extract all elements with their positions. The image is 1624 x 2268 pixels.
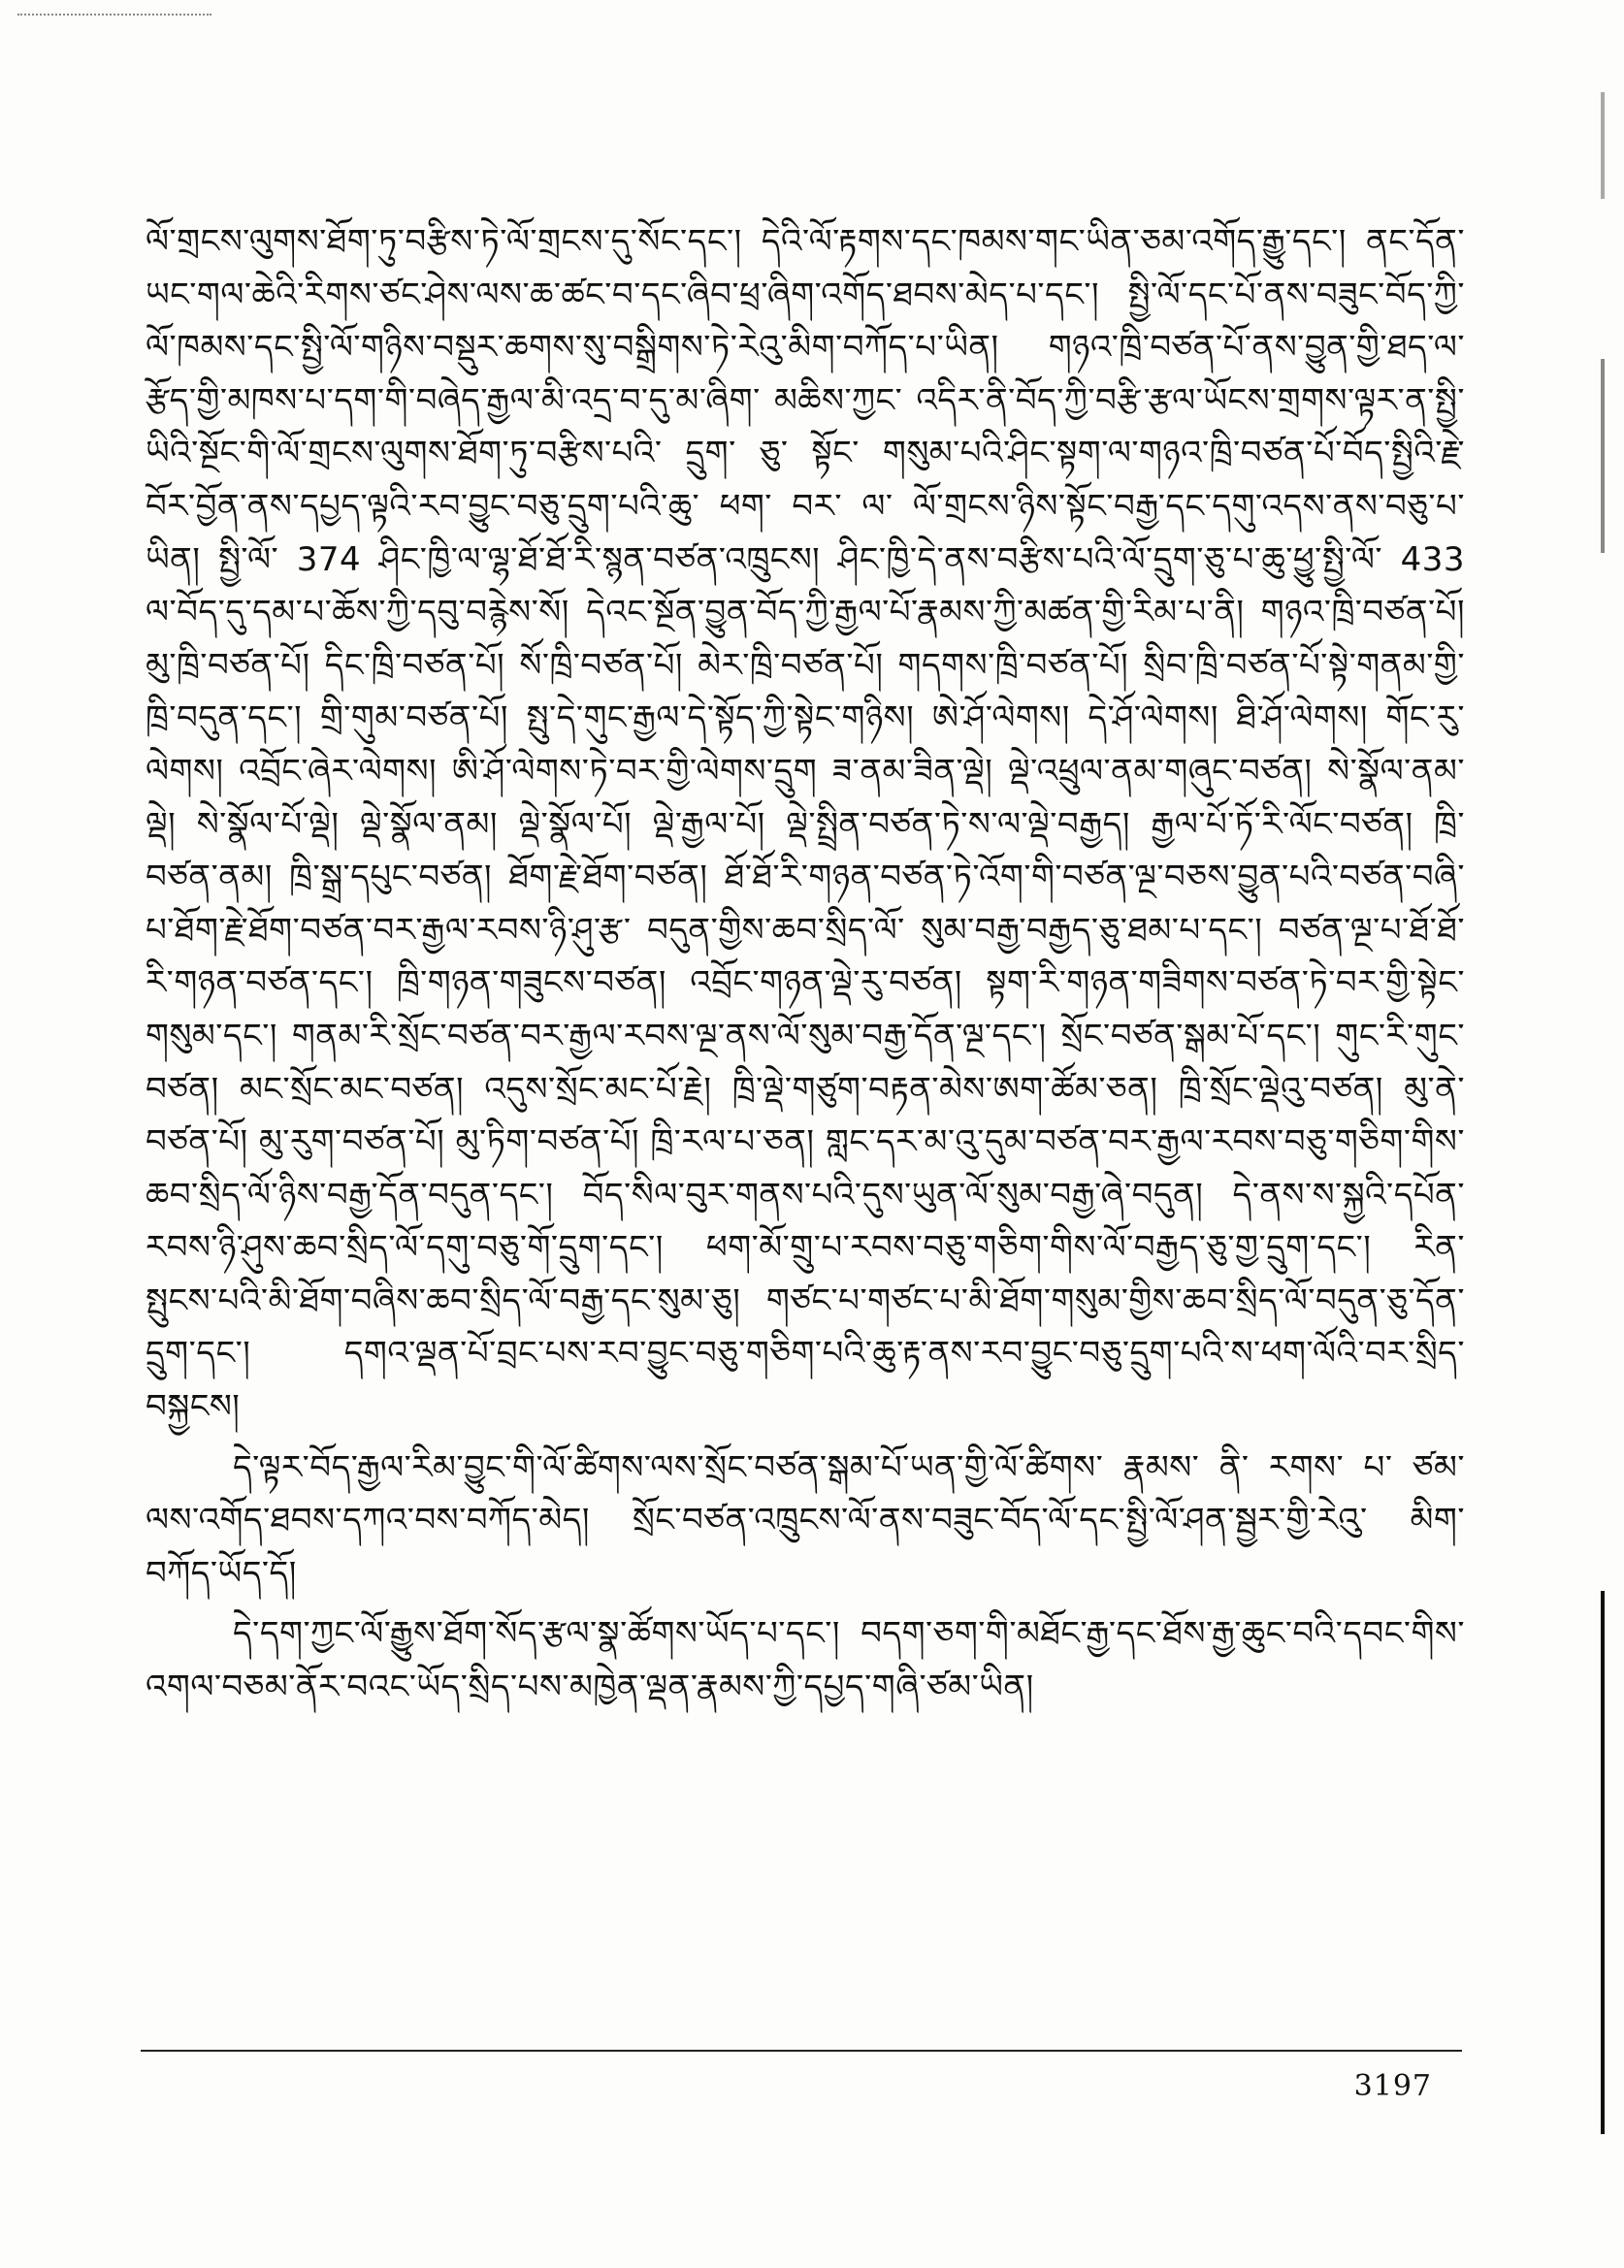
margin-mark	[1601, 92, 1605, 199]
paragraph-1: ལོ་གྲངས་ལུགས་ཐོག་ཏུ་བརྩིས་ཏེ་ལོ་གྲངས་དུ་སོང་དང་། དེའི་ལོ་རྟགས་དང་ཁམས་གང་ཡིན་ཅམ་འགོད་རྒྱུ་དང་། ནང་དོན་ཡང་གལ་ཆེའི་རིགས་ཙང་ཤེས་ལས་ཆ་ཚང་བ་དང་ཞིབ་ཕྲ་ཞིག་འགོད་ཐབས་མེད་པ་དང་། སྤྱི་ལོ་དང་པོ་ནས་བཟུང་བོད་ཀྱི་ལོ་ཁམས་དང་སྤྱི་ལོ་གཉིས་བསྡུར་ཆགས་སུ་བསྒྲིགས་ཏེ་རེའུ་མིག་བཀོད་པ་ཡིན། གཉའ་ཁྲི་བཙན་པོ་ནས་བྱུན་གྱི་ཐད་ལ་རྩོད་གྱི་མཁས་པ་དག་གི་བཞེད་རྒྱལ་མི་འདྲ་བ་དུ་མ་ཞིག་ མཆིས་ཀྱང་ འདིར་ནི་བོད་ཀྱི་བརྩི་རྩལ་ཡོངས་གྲགས་ལྟར་ན་སྤྱི་ཡིའི་སྔོང་གི་ལོ་གྲངས་ལུགས་ཐོག་ཏུ་བརྩིས་པའི་ དྲུག་ ཅུ་ སྟོང་ གསུམ་པའི་ཤིང་སྟག་ལ་གཉའ་ཁྲི་བཙན་པོ་བོད་སྤྱིའི་རྗེ་བོར་བྱོན་ནས་དཔྱད་ལྟའི་རབ་བྱུང་བཅུ་དྲུག་པའི་ཆུ་ ཕག་ བར་ ལ་ ལོ་གྲངས་ཉིས་སྟོང་བརྒྱ་དང་དགུ་འདས་ནས་བཅུ་པ་ཡིན། སྤྱི་ལོ་ 374 ཤིང་ཁྱི་ལ་ལྷ་ཐོ་ཐོ་རི་སྙན་བཙན་འཁྲུངས། ཤིང་ཁྱི་དེ་ནས་བརྩིས་པའི་ལོ་དྲུག་ཅུ་པ་ཆུ་ཕྱུ་སྤྱི་ལོ་ 433 ལ་བོད་དུ་དམ་པ་ཆོས་ཀྱི་དབུ་བརྙེས་སོ། དེའང་སྔོན་བྱུན་བོད་ཀྱི་རྒྱལ་པོ་རྣམས་ཀྱི་མཚན་གྱི་རིམ་པ་ནི། གཉའ་ཁྲི་བཙན་པོ། མུ་ཁྲི་བཙན་པོ། དིང་ཁྲི་བཙན་པོ། སོ་ཁྲི་བཙན་པོ། མེར་ཁྲི་བཙན་པོ། གདགས་ཁྲི་བཙན་པོ། སྲིབ་ཁྲི་བཙན་པོ་སྟེ་གནམ་གྱི་ཁྲི་བདུན་དང་། གྲི་གུམ་བཙན་པོ། སྤུ་དེ་གུང་རྒྱལ་དེ་སྟོད་ཀྱི་སྟེང་གཉིས། ཨེ་ཤོ་ལེགས། དེ་ཤོ་ལེགས། ཐི་ཤོ་ལེགས། གོང་རུ་ལེགས། འབྲོང་ཞེར་ལེགས། ཨི་ཤོ་ལེགས་ཏེ་བར་གྱི་ལེགས་དྲུག ཟ་ནམ་ཟིན་ལྡེ། ལྡེ་འཕྲུལ་ནམ་གཞུང་བཙན། སེ་སྣོལ་ནམ་ལྡེ། སེ་སྣོལ་པོ་ལྡེ། ལྡེ་སྣོལ་ནམ། ལྡེ་སྣོལ་པོ། ལྡེ་རྒྱལ་པོ། ལྡེ་སྤྲིན་བཙན་ཏེ་ས་ལ་ལྡེ་བརྒྱད། རྒྱལ་པོ་ཏོ་རི་ལོང་བཙན། ཁྲི་བཙན་ནམ། ཁྲི་སྒྲ་དཔུང་བཙན། ཐོག་རྗེ་ཐོག་བཙན། ཐོ་ཐོ་རི་གཉན་བཙན་ཏེ་འོག་གི་བཙན་ལྔ་བཅས་བྱུན་པའི་བཙན་བཞི་པ་ཐོག་རྗེ་ཐོག་བཙན་བར་རྒྱལ་རབས་ཉི་ཤུ་རྩ་ བདུན་གྱིས་ཆབ་སྲིད་ལོ་ སུམ་བརྒྱ་བརྒྱད་ཅུ་ཐམ་པ་དང་། བཙན་ལྔ་པ་ཐོ་ཐོ་རི་གཉན་བཙན་དང་། ཁྲི་གཉན་གཟུངས་བཙན། འབྲོང་གཉན་ལྡེ་རུ་བཙན། སྟག་རི་གཉན་གཟིགས་བཙན་ཏེ་བར་གྱི་སྟེང་གསུམ་དང་། གནམ་རི་སྲོང་བཙན་བར་རྒྱལ་རབས་ལྔ་ནས་ལོ་སུམ་བརྒྱ་དོན་ལྔ་དང་། སྲོང་བཙན་སྒམ་པོ་དང་། གུང་རི་གུང་བཙན། མང་སྲོང་མང་བཙན། འདུས་སྲོང་མང་པོ་རྗེ། ཁྲི་ལྡེ་གཙུག་བརྟན་མེས་ཨག་ཚོམ་ཅན། ཁྲི་སྲོང་ལྡེའུ་བཙན། མུ་ནེ་བཙན་པོ། མུ་རུག་བཙན་པོ། མུ་ཏིག་བཙན་པོ། ཁྲི་རལ་པ་ཅན། གླང་དར་མ་འུ་དུམ་བཙན་བར་རྒྱལ་རབས་བཅུ་གཅིག་གིས་ཆབ་སྲིད་ལོ་ཉིས་བརྒྱ་དོན་བདུན་དང་། བོད་སིལ་བུར་གནས་པའི་དུས་ཡུན་ལོ་སུམ་བརྒྱ་ཞེ་བདུན། དེ་ནས་ས་སྐྱའི་དཔོན་རབས་ཉི་ཤུས་ཆབ་སྲིད་ལོ་དགུ་བཅུ་གོ་དྲུག་དང་། ཕག་མོ་གྲུ་པ་རབས་བཅུ་གཅིག་གིས་ལོ་བརྒྱད་ཅུ་གྱ་དྲུག་དང་། རིན་སྤུངས་པའི་མི་ཐོག་བཞིས་ཆབ་སྲིད་ལོ་བརྒྱ་དང་སུམ་ཅུ། གཙང་པ་གཙང་པ་མི་ཐོག་གསུམ་གྱིས་ཆབ་སྲིད་ལོ་བདུན་ཅུ་དོན་དྲུག་དང་། དགའ་ལྡན་པོ་བྲང་པས་རབ་བྱུང་བཅུ་གཅིག་པའི་ཆུ་རྟ་ནས་རབ་བྱུང་བཅུ་དྲུག་པའི་ས་ཕག་ལོའི་བར་སྲིད་བསྐྱངས།	[146, 222, 1465, 1427]
margin-mark	[1601, 1591, 1605, 2134]
body-text	[146, 215, 1465, 1714]
scan-artifact	[17, 14, 211, 19]
margin-mark	[1601, 359, 1605, 553]
page-number: 3197	[1353, 2069, 1432, 2103]
paragraph-3: དེ་དག་ཀྱང་ལོ་རྒྱུས་ཐོག་སོད་རྩལ་སྣ་ཚོགས་ཡོད་པ་དང་། བདག་ཅག་གི་མཐོང་རྒྱ་དང་ཐོས་རྒྱ་ཆུང་བའི་དབང་གིས་འགལ་བཅམ་ནོར་བའང་ཡོད་སྲིད་པས་མཁྱེན་ལྡན་རྣམས་ཀྱི་དཔྱད་གཞི་ཙམ་ཡིན།	[146, 1614, 1465, 1707]
footer-rule	[141, 2050, 1462, 2052]
paragraph-2: དེ་ལྟར་བོད་རྒྱལ་རིམ་བྱུང་གི་ལོ་ཚིགས་ལས་སྲོང་བཙན་སྒམ་པོ་ཡན་གྱི་ལོ་ཚིགས་ རྣམས་ ནི་ རགས་ པ་ ཙམ་ ལས་འགོད་ཐབས་དཀའ་བས་བཀོད་མེད། སྲོང་བཙན་འཁྲུངས་ལོ་ནས་བཟུང་བོད་ལོ་དང་སྤྱི་ལོ་ཤན་སྦྱར་གྱི་རེའུ་ མིག་བཀོད་ཡོད་དོ།	[146, 1447, 1465, 1593]
